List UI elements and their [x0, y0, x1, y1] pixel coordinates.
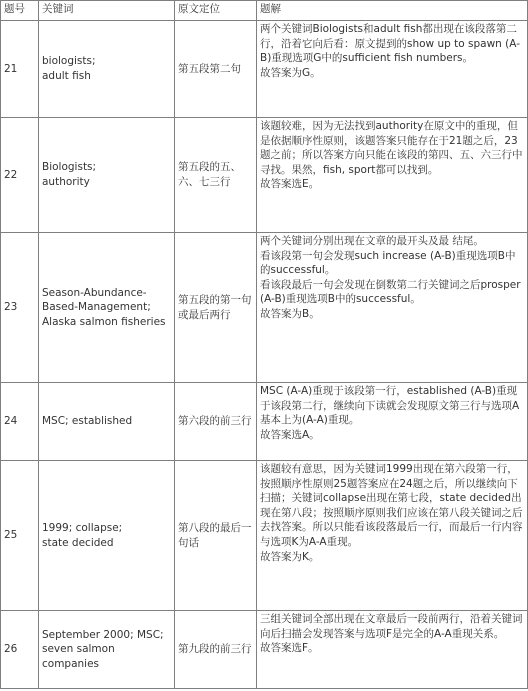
keywords-cell	[39, 461, 175, 611]
keyword: 1999; collapse;	[42, 521, 123, 534]
question-number: 21	[1, 21, 39, 118]
table-header-row	[1, 1, 528, 21]
explanation-cell	[257, 233, 528, 383]
location-cell: 第五段的第一句或最后两行	[175, 233, 257, 383]
keywords-cell	[39, 611, 175, 689]
answer-text: 故答案为K。	[260, 550, 320, 563]
explanation-cell	[257, 383, 528, 461]
keywords-cell	[39, 383, 175, 461]
keyword: Alaska salmon fisheries	[42, 315, 166, 328]
question-number: 24	[1, 383, 39, 461]
keyword: Biologists;	[42, 161, 97, 174]
question-number: 23	[1, 233, 39, 383]
table-row	[1, 461, 528, 611]
header-original-location: 原文定位	[175, 1, 257, 21]
table-row	[1, 233, 528, 383]
keyword: Season-Abundance-Based-Management;	[42, 286, 151, 314]
table-row	[1, 611, 528, 689]
keyword: September 2000; MSC;	[42, 628, 164, 641]
keywords-cell	[39, 21, 175, 118]
answer-text: 故答案为G。	[260, 66, 321, 79]
answer-text: 故答案选F。	[260, 642, 319, 655]
keywords-cell	[39, 118, 175, 233]
table-row	[1, 118, 528, 233]
answer-text: 故答案选A。	[260, 428, 320, 441]
explanation-cell	[257, 118, 528, 233]
question-number: 25	[1, 461, 39, 611]
explanation-text: MSC (A-A)重现于该段第一行，established (A-B)重现于该段第二行，继续向下读就会发现原文第三行与选项A基本上为(A-A)重现。	[260, 385, 520, 427]
keywords-cell	[39, 233, 175, 383]
location-cell: 第六段的前三行	[175, 383, 257, 461]
keyword: adult fish	[42, 70, 91, 82]
keyword: MSC; established	[42, 415, 133, 428]
location-cell: 第五段的五、六、七三行	[175, 118, 257, 233]
explanation-cell	[257, 611, 528, 689]
explanation-text: 看该段第一句会发现such increase (A-B)重现选项B中的successful。	[260, 249, 516, 277]
keyword: state decided	[42, 536, 114, 549]
table-row	[1, 21, 528, 118]
answer-text: 故答案为B。	[260, 307, 320, 320]
answer-text: 故答案选E。	[260, 178, 320, 191]
location-cell: 第五段第二句	[175, 21, 257, 118]
explanation-text: 三组关键词全部出现在文章最后一段前两行，沿着关键词向后扫描会发现答案与选项F是完全的A-A重现关系。	[260, 613, 523, 640]
explanation-text: 两个关键词Biologists和adult fish都出现在该段落第二行，沿着它向后看：原文提到的show up to spawn (A-B)重现选项G中的sufficient fish numbers。	[260, 23, 520, 65]
explanation-cell	[257, 21, 528, 118]
explanation-text: 该题较有意思，因为关键词1999出现在第六段第一行，按照顺序性原则25题答案应在24题之后，所以继续向下扫描；关键词collapse出现在第七段，state decided出现在第八段；按照顺序原则我们应该在第八段关键词之后去找答案。所以只能看该段落最后一行，而最后一行内容与选项K为A-A重现。	[260, 463, 523, 548]
explanation-cell	[257, 461, 528, 611]
explanation-text: 看该段最后一句会发现在倒数第二行关键词之后prosper (A-B)重现选项B中的successful。	[260, 278, 521, 306]
keyword: biologists;	[42, 55, 96, 68]
location-cell: 第九段的前三行	[175, 611, 257, 689]
keyword: authority	[42, 176, 90, 188]
header-keywords: 关键词	[39, 1, 175, 21]
explanation-text: 两个关键词分别出现在文章的最开头及最 结尾。	[260, 235, 484, 247]
keyword: seven salmon companies	[42, 643, 115, 670]
question-number: 26	[1, 611, 39, 689]
table-row	[1, 383, 528, 461]
location-cell: 第八段的最后一句话	[175, 461, 257, 611]
question-number: 22	[1, 118, 39, 233]
header-explanation: 题解	[257, 1, 528, 21]
header-question-number: 题号	[1, 1, 39, 21]
explanation-text: 该题较难，因为无法找到authority在原文中的重现，但是依据顺序性原则，该题答案只能存在于21题之后，23题之前；所以答案方向只能在该段的第四、五、六三行中寻找。果然，fish, sport都可以找到。	[260, 120, 523, 176]
